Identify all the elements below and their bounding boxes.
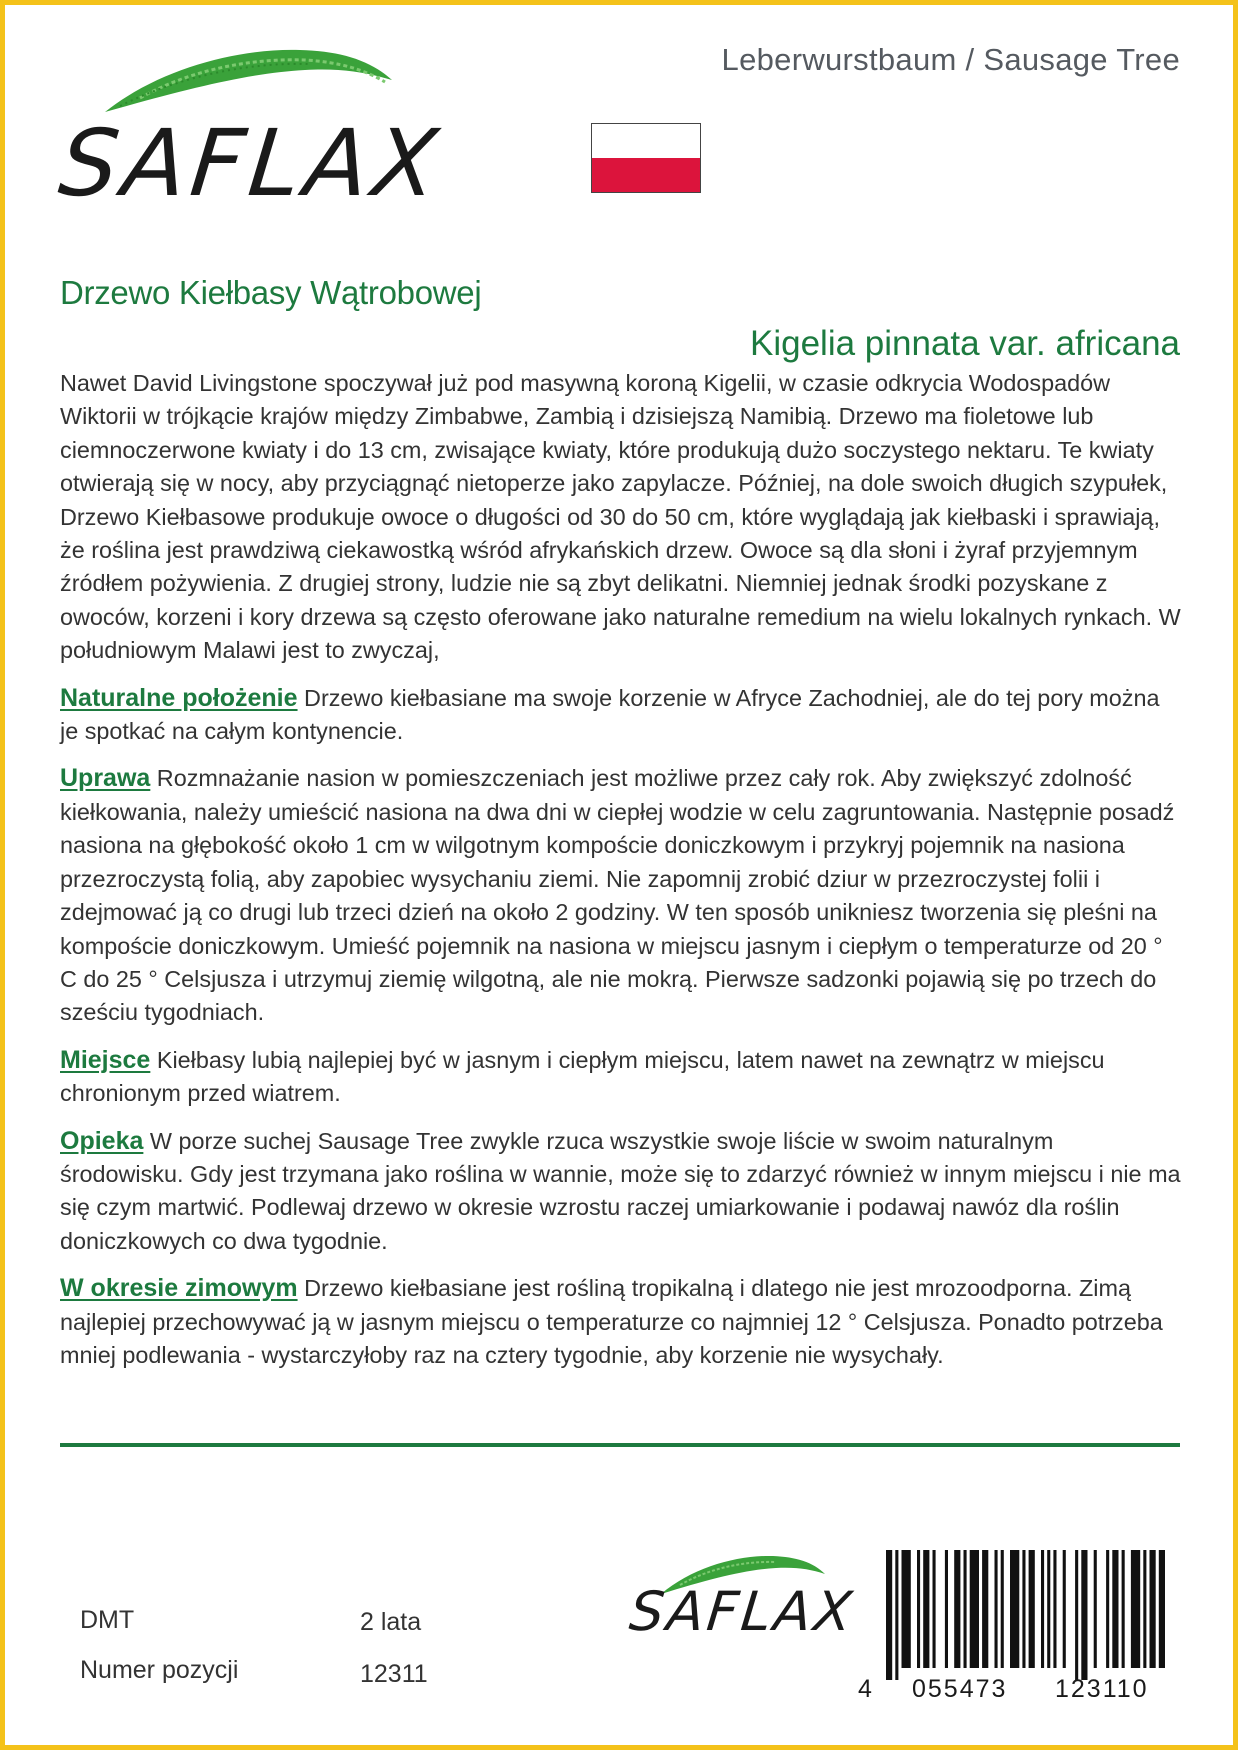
barcode-first-digit: 4 <box>858 1675 872 1703</box>
section-text: Kiełbasy lubią najlepiej być w jasnym i ciepłym miejscu, latem nawet na zewnątrz w miejscu chronionym przed wiatrem. <box>60 1046 1105 1107</box>
barcode-right-digits: 123110 <box>1055 1675 1149 1703</box>
item-number-label: Numer pozycji <box>80 1656 239 1684</box>
section-text: Drzewo kiełbasiane ma swoje korzenie w Afryce Zachodniej, ale do tej pory można je spotkać na całym kontynencie. <box>60 684 1160 745</box>
section-text: Drzewo kiełbasiane jest rośliną tropikalną i dlatego nie jest mrozoodporna. Zimą najlepiej przechowywać ją w jasnym miejscu o temperaturze co najmniej 12 ° Celsjusza. Ponadto potrzeba mniej podlewania - wystarczyłoby raz na cztery tygodnie, aby korzenie nie wysychały. <box>60 1275 1163 1368</box>
brand-wordmark: SAFLAX <box>626 1580 858 1643</box>
poland-flag-icon <box>591 123 701 193</box>
flag-white-stripe <box>592 124 700 158</box>
divider-line <box>60 1443 1180 1447</box>
dmt-label: DMT <box>80 1606 135 1634</box>
section-heading: W okresie zimowym <box>60 1274 298 1303</box>
section-text: Rozmnażanie nasion w pomieszczeniach jest możliwe przez cały rok. Aby zwiększyć zdolność kiełkowania, należy umieścić nasiona na dwa dni w ciepłej wodzie w celu zagruntowania. Następnie posadź nasiona na głębokość około 1 cm w wilgotnym kompoście doniczkowym i przykryj pojemnik na nasiona przezroczystą folią, aby zapobiec wysychaniu ziemi. Nie zapomnij zrobić dziur w przezroczystej folii i zdejmować ją co drugi lub trzeci dzień na około 2 godziny. W ten sposób unikniesz tworzenia się pleśni na kompoście doniczkowym. Umieść pojemnik na nasiona w miejscu jasnym i ciepłym o temperaturze od 20 ° C do 25 ° Celsjusza i utrzymuj ziemię wilgotną, ale nie mokrą. Pierwsze sadzonki pojawią się po trzech do sześciu tygodniach. <box>60 765 1175 1026</box>
section-heading: Miejsce <box>60 1045 151 1074</box>
section-winter <box>60 1272 1182 1372</box>
description-body <box>60 367 1182 1386</box>
barcode-left-digits: 055473 <box>912 1675 1008 1703</box>
item-number-value: 12311 <box>360 1660 428 1688</box>
section-location <box>60 1044 1182 1111</box>
intro-paragraph: Nawet David Livingstone spoczywał już pod masywną koroną Kigelii, w czasie odkrycia Wodospadów Wiktorii w trójkącie krajów między Zimbabwe, Zambią i dzisiejszą Namibią. Drzewo ma fioletowe lub ciemnoczerwone kwiaty i do 13 cm, zwisające kwiaty, które produkują dużo soczystego nektaru. Te kwiaty otwierają się w nocy, aby przyciągnąć nietoperze jako zapylacze. Później, na dole swoich długich szypułek, Drzewo Kiełbasowe produkuje owoce o długości od 30 do 50 cm, które wyglądają jak kiełbaski i sprawiają, że roślina jest prawdziwą ciekawostką wśród afrykańskich drzew. Owoce są dla słoni i żyraf przyjemnym źródłem pożywienia. Z drugiej strony, ludzie nie są zbyt delikatni. Niemniej jednak środki pozyskane z owoców, korzeni i kory drzewa są często oferowane jako naturalne remedium na wielu lokalnych rynkach. W południowym Malawi jest to zwyczaj, <box>60 370 1181 664</box>
product-title: Leberwurstbaum / Sausage Tree <box>721 42 1180 77</box>
saflax-logo-bottom <box>626 1550 858 1670</box>
section-natural-location <box>60 682 1182 749</box>
leaf-swoosh-icon <box>100 40 400 120</box>
common-name-heading: Drzewo Kiełbasy Wątrobowej <box>60 274 482 311</box>
section-heading: Uprawa <box>60 764 151 793</box>
brand-wordmark: SAFLAX <box>54 110 448 217</box>
section-cultivation <box>60 762 1182 1029</box>
section-heading: Naturalne położenie <box>60 683 298 712</box>
saflax-logo-top <box>54 40 448 217</box>
flag-red-stripe <box>592 158 700 192</box>
dmt-value: 2 lata <box>360 1608 422 1636</box>
barcode <box>850 1550 1180 1703</box>
section-heading: Opieka <box>60 1126 144 1155</box>
section-text: W porze suchej Sausage Tree zwykle rzuca wszystkie swoje liście w swoim naturalnym środowisku. Gdy jest trzymana jako roślina w wannie, może się to zdarzyć również w innym miejscu i nie ma się czym martwić. Podlewaj drzewo w okresie wzrostu raczej umiarkowanie i podawaj nawóz dla roślin doniczkowych co dwa tygodnie. <box>60 1127 1181 1254</box>
latin-name-heading: Kigelia pinnata var. africana <box>750 324 1180 363</box>
section-care <box>60 1125 1182 1259</box>
barcode-bars <box>850 1550 1180 1680</box>
